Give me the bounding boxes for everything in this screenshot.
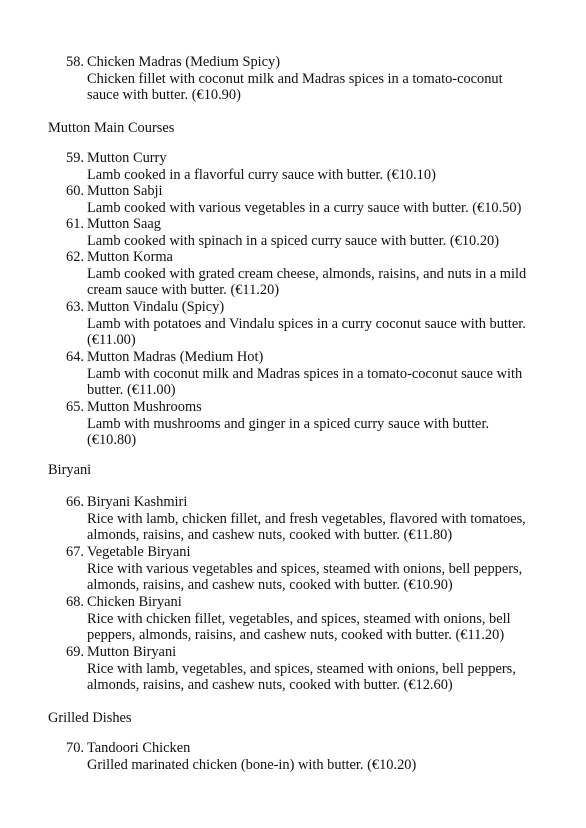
item-title bbox=[66, 249, 536, 266]
item-number: 67. bbox=[66, 544, 84, 560]
menu-item bbox=[66, 54, 536, 104]
item-description: Lamb with potatoes and Vindalu spices in a curry coconut sauce with butter. (€11.00) bbox=[87, 315, 526, 349]
item-description: Rice with chicken fillet, vegetables, and spices, steamed with onions, bell peppers, almonds, raisins, and cashew nuts, cooked with butter. (€11.20) bbox=[87, 610, 511, 644]
section-heading: Biryani bbox=[48, 462, 92, 478]
item-title bbox=[66, 740, 536, 757]
item-name: Mutton Madras (Medium Hot) bbox=[87, 349, 264, 365]
item-name: Vegetable Biryani bbox=[87, 544, 191, 560]
item-description: Grilled marinated chicken (bone-in) with butter. (€10.20) bbox=[87, 756, 417, 773]
item-name: Chicken Madras (Medium Spicy) bbox=[87, 54, 281, 70]
item-number: 63. bbox=[66, 299, 84, 315]
item-name: Mutton Mushrooms bbox=[87, 399, 202, 415]
item-name: Mutton Saag bbox=[87, 216, 161, 232]
item-number: 69. bbox=[66, 644, 84, 660]
item-number: 68. bbox=[66, 594, 84, 610]
item-description: Lamb cooked in a flavorful curry sauce with butter. (€10.10) bbox=[87, 166, 436, 183]
section-heading: Mutton Main Courses bbox=[48, 120, 175, 136]
item-number: 60. bbox=[66, 183, 84, 199]
item-description: Rice with various vegetables and spices, steamed with onions, bell peppers, almonds, raisins, and cashew nuts, cooked with butter. (€10.90) bbox=[87, 560, 523, 594]
menu-item bbox=[66, 150, 536, 183]
item-description: Lamb with mushrooms and ginger in a spiced curry sauce with butter. (€10.80) bbox=[87, 415, 490, 449]
item-number: 62. bbox=[66, 249, 84, 265]
item-name: Mutton Korma bbox=[87, 249, 173, 265]
item-name: Tandoori Chicken bbox=[87, 740, 191, 756]
menu-item bbox=[66, 249, 536, 299]
item-number: 59. bbox=[66, 150, 84, 166]
item-number: 65. bbox=[66, 399, 84, 415]
menu-item bbox=[66, 644, 536, 694]
item-title bbox=[66, 150, 536, 167]
menu-item bbox=[66, 183, 536, 216]
menu-item bbox=[66, 216, 536, 249]
item-number: 58. bbox=[66, 54, 84, 70]
item-name: Mutton Vindalu (Spicy) bbox=[87, 299, 225, 315]
item-title bbox=[66, 644, 536, 661]
item-description: Lamb cooked with grated cream cheese, almonds, raisins, and nuts in a mild cream sauce with butter. (€11.20) bbox=[87, 265, 527, 299]
item-title bbox=[66, 594, 536, 611]
item-title bbox=[66, 349, 536, 366]
item-description: Rice with lamb, chicken fillet, and fresh vegetables, flavored with tomatoes, almonds, raisins, and cashew nuts, cooked with butter. (€11.80) bbox=[87, 510, 526, 544]
item-description: Rice with lamb, vegetables, and spices, steamed with onions, bell peppers, almonds, raisins, and cashew nuts, cooked with butter. (€12.60) bbox=[87, 660, 516, 694]
item-description: Lamb cooked with spinach in a spiced curry sauce with butter. (€10.20) bbox=[87, 232, 500, 249]
item-title bbox=[66, 183, 536, 200]
menu-item bbox=[66, 740, 536, 773]
section-heading: Grilled Dishes bbox=[48, 710, 132, 726]
item-description: Lamb cooked with various vegetables in a curry sauce with butter. (€10.50) bbox=[87, 199, 522, 216]
item-name: Biryani Kashmiri bbox=[87, 494, 188, 510]
menu-item bbox=[66, 544, 536, 594]
item-title bbox=[66, 494, 536, 511]
item-title bbox=[66, 299, 536, 316]
item-title bbox=[66, 544, 536, 561]
item-name: Chicken Biryani bbox=[87, 594, 182, 610]
item-name: Mutton Biryani bbox=[87, 644, 177, 660]
item-number: 70. bbox=[66, 740, 84, 756]
menu-item bbox=[66, 299, 536, 349]
item-title bbox=[66, 399, 536, 416]
item-name: Mutton Curry bbox=[87, 150, 167, 166]
menu-item bbox=[66, 349, 536, 399]
item-number: 61. bbox=[66, 216, 84, 232]
item-number: 64. bbox=[66, 349, 84, 365]
menu-item bbox=[66, 399, 536, 449]
item-name: Mutton Sabji bbox=[87, 183, 163, 199]
item-description: Lamb with coconut milk and Madras spices in a tomato-coconut sauce with butter. (€11.00) bbox=[87, 365, 523, 399]
item-description: Chicken fillet with coconut milk and Madras spices in a tomato-coconut sauce with butter. (€10.90) bbox=[87, 70, 503, 104]
item-title bbox=[66, 216, 536, 233]
menu-item bbox=[66, 594, 536, 644]
menu-item bbox=[66, 494, 536, 544]
item-title bbox=[66, 54, 536, 71]
item-number: 66. bbox=[66, 494, 84, 510]
